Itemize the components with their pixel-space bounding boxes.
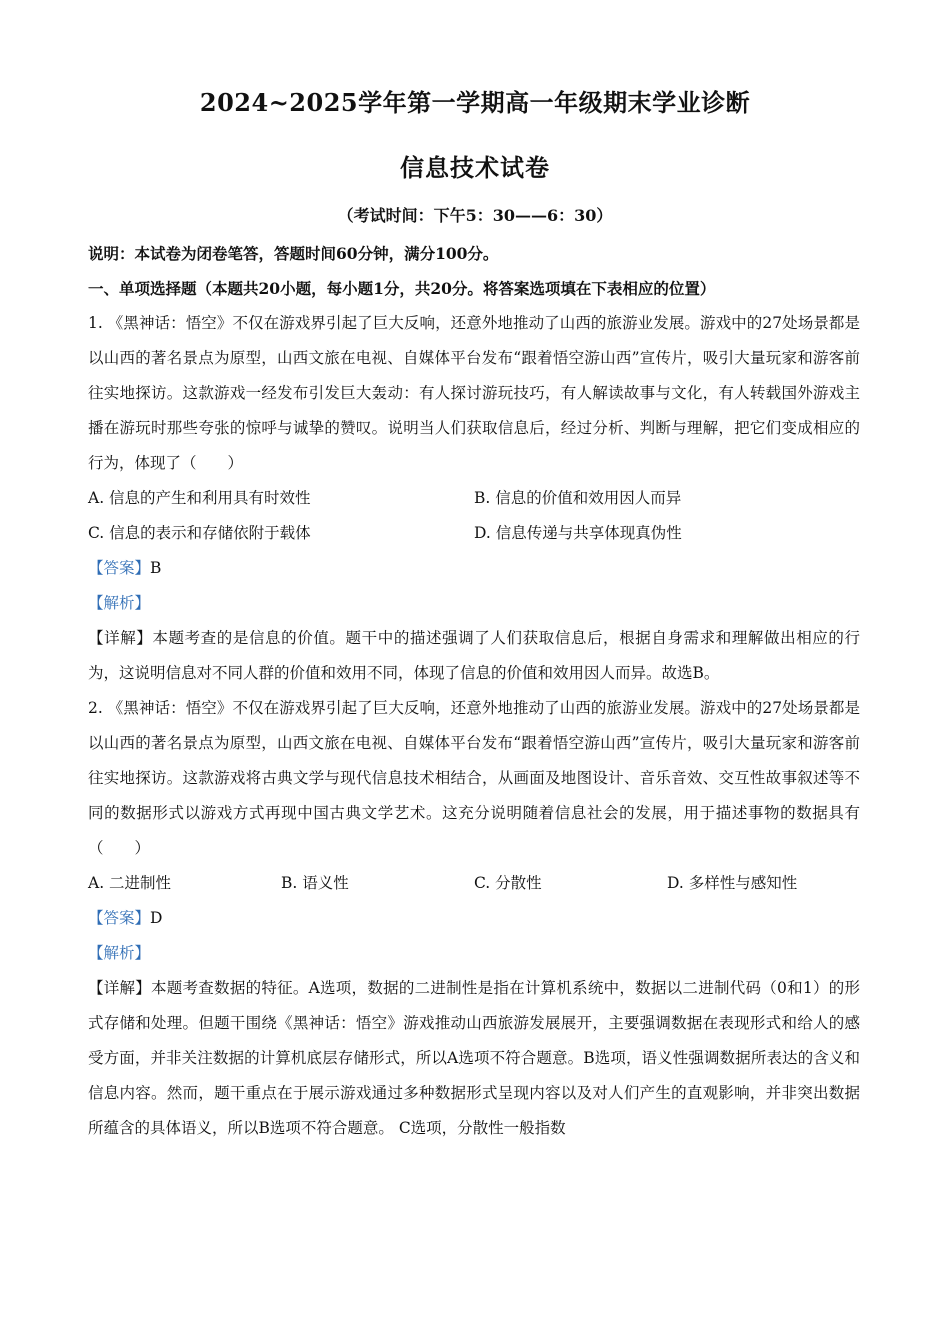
answer-line xyxy=(88,901,860,936)
analysis-tag: 【解析】 xyxy=(88,594,151,612)
answer-value: B xyxy=(150,559,162,577)
question-2 xyxy=(88,691,860,1146)
question-stem: 2. 《黑神话：悟空》不仅在游戏界引起了巨大反响，还意外地推动了山西的旅游业发展。游戏中的27处场景都是以山西的著名景点为原型，山西文旅在电视、自媒体平台发布“跟着悟空游山西”宣传片，吸引大量玩家和游客前往实地探访。这款游戏将古典文学与现代信息技术相结合，从画面及地图设计、音乐音效、交互性故事叙述等不同的数据形式以游戏方式再现中国古典文学艺术。这充分说明随着信息社会的发展，用于描述事物的数据具有（ ） xyxy=(88,699,860,857)
detail-paragraph xyxy=(88,971,860,1146)
option-b: B. 信息的价值和效用因人而异 xyxy=(474,489,682,507)
options-list xyxy=(88,481,860,551)
option-b: B. 语义性 xyxy=(281,874,349,892)
detail-text: 本题考查数据的特征。A选项，数据的二进制性是指在计算机系统中，数据以二进制代码（0和1）的形式存储和处理。但题干围绕《黑神话：悟空》游戏推动山西旅游发展展开，主要强调数据在表现形式和给人的感受方面，并非关注数据的计算机底层存储形式，所以A选项不符合题意。B选项，语义性强调数据所表达的含义和信息内容。然而，题干重点在于展示游戏通过多种数据形式呈现内容以及对人们产生的直观影响，并非突出数据所蕴含的具体语义，所以B选项不符合题意。 C选项，分散性一般指数 xyxy=(88,979,860,1137)
question-1 xyxy=(88,306,860,691)
exam-time: （考试时间：下午5：30——6：30） xyxy=(337,206,613,225)
answer-value: D xyxy=(150,909,163,927)
answer-tag: 【答案】 xyxy=(88,559,151,577)
option-c: C. 信息的表示和存储依附于载体 xyxy=(88,524,311,542)
detail-text: 本题考查的是信息的价值。题干中的描述强调了人们获取信息后，根据自身需求和理解做出相应的行为，这说明信息对不同人群的价值和效用不同，体现了信息的价值和效用因人而异。故选B。 xyxy=(88,629,860,682)
options-list xyxy=(88,866,860,901)
analysis-line xyxy=(88,936,860,971)
document-body xyxy=(88,236,860,1146)
option-d: D. 多样性与感知性 xyxy=(667,874,798,892)
option-c: C. 分散性 xyxy=(474,874,542,892)
instructions: 说明：本试卷为闭卷笔答，答题时间60分钟，满分100分。 xyxy=(88,244,499,263)
exam-title: 2024~2025学年第一学期高一年级期末学业诊断 xyxy=(199,88,751,117)
option-d: D. 信息传递与共享体现真伪性 xyxy=(474,524,682,542)
detail-paragraph xyxy=(88,621,860,691)
option-a: A. 二进制性 xyxy=(88,874,172,892)
exam-subject: 信息技术试卷 xyxy=(400,153,550,182)
answer-tag: 【答案】 xyxy=(88,909,151,927)
question-stem: 1. 《黑神话：悟空》不仅在游戏界引起了巨大反响，还意外地推动了山西的旅游业发展。游戏中的27处场景都是以山西的著名景点为原型，山西文旅在电视、自媒体平台发布“跟着悟空游山西”宣传片，吸引大量玩家和游客前往实地探访。这款游戏一经发布引发巨大轰动：有人探讨游玩技巧，有人解读故事与文化，有人转载国外游戏主播在游玩时那些夸张的惊呼与诚挚的赞叹。说明当人们获取信息后，经过分析、判断与理解，把它们变成相应的行为，体现了（ ） xyxy=(88,314,860,472)
analysis-tag: 【解析】 xyxy=(88,944,151,962)
detail-tag: 【详解】 xyxy=(88,979,152,997)
analysis-line xyxy=(88,586,860,621)
answer-line xyxy=(88,551,860,586)
detail-tag: 【详解】 xyxy=(88,629,153,647)
option-a: A. 信息的产生和利用具有时效性 xyxy=(88,489,311,507)
section-heading: 一、单项选择题（本题共20小题，每小题1分，共20分。将答案选项填在下表相应的位置） xyxy=(88,279,716,298)
